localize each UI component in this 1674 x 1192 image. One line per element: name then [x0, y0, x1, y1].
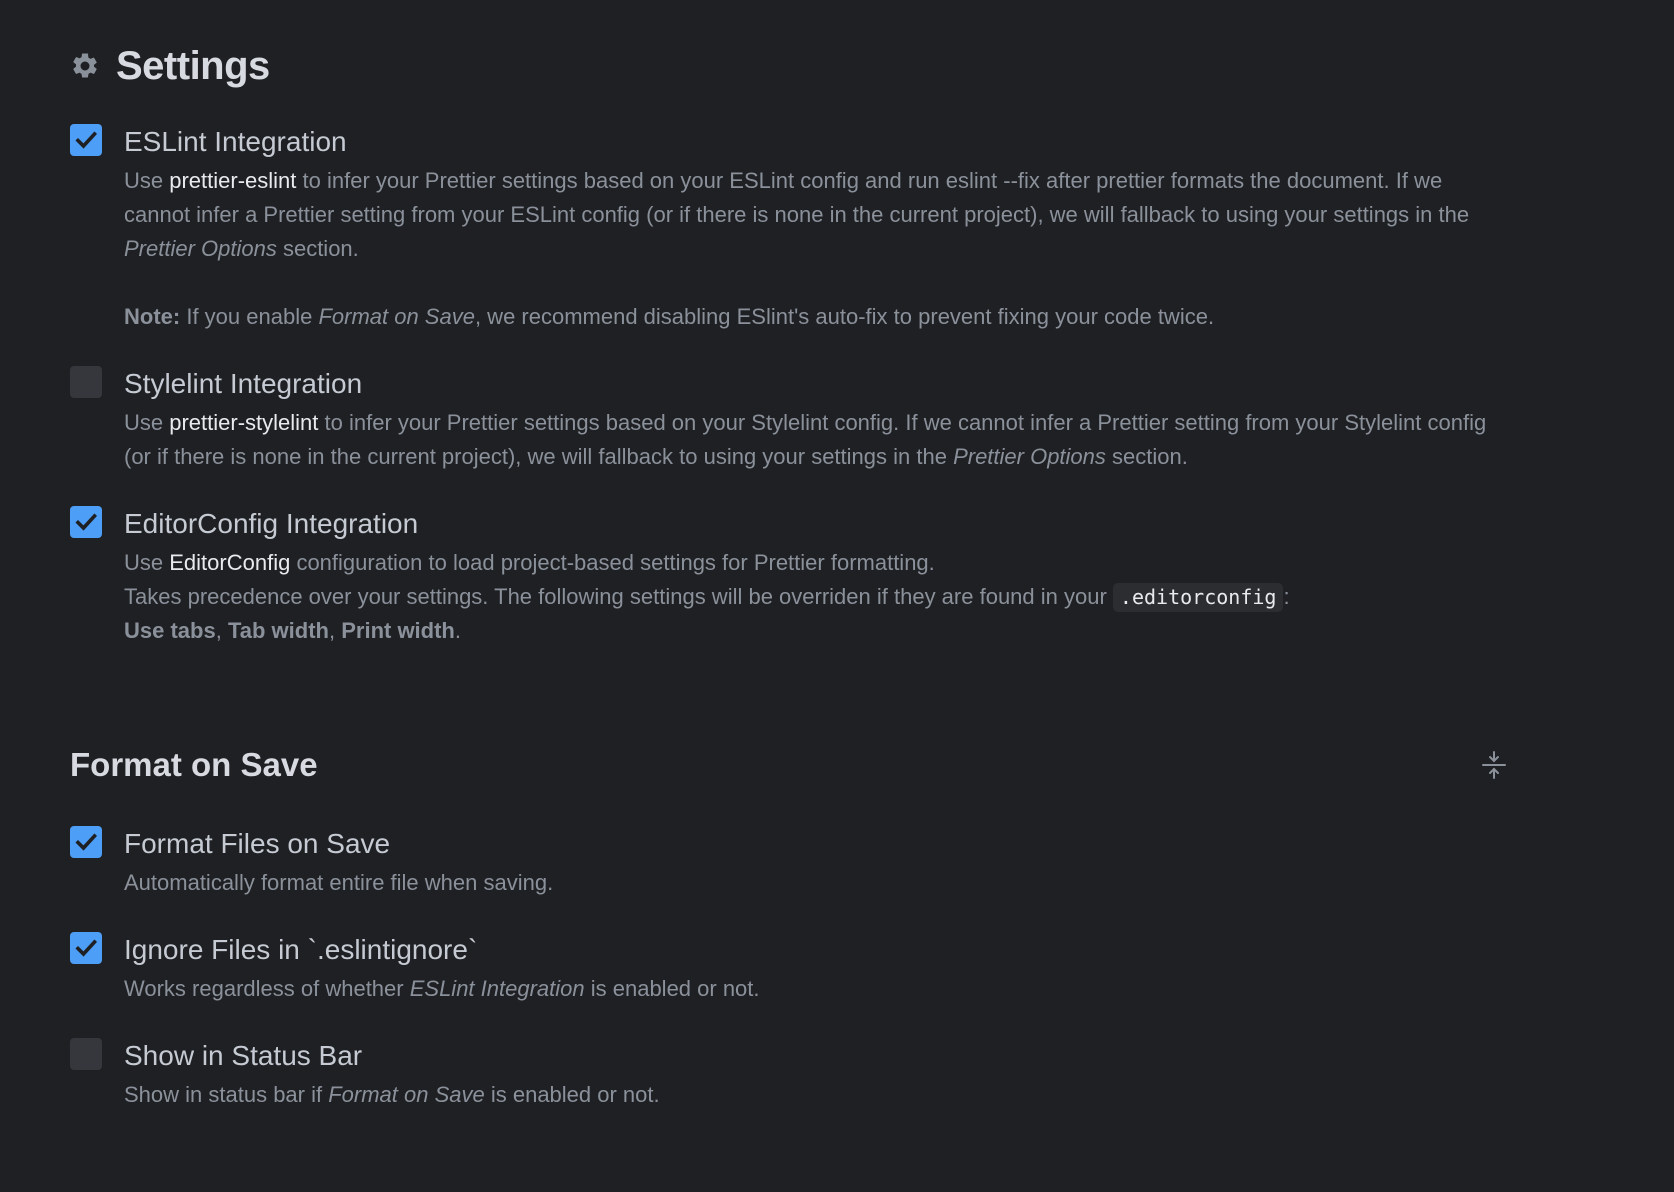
setting-title: EditorConfig Integration [124, 508, 419, 539]
eslint-integration-checkbox[interactable] [70, 124, 102, 156]
setting-title: ESLint Integration [124, 126, 347, 157]
setting-title: Show in Status Bar [124, 1040, 363, 1071]
stylelint-integration-checkbox[interactable] [70, 366, 102, 398]
settings-header [70, 36, 1510, 96]
setting-description-line2: Takes precedence over your settings. The following settings will be overriden if they are found in your .editorconfig : [124, 580, 1510, 614]
setting-description-line3: Use tabs, Tab width, Print width. [124, 618, 461, 643]
setting-show-in-status-bar [70, 1036, 1510, 1112]
show-in-status-bar-checkbox[interactable] [70, 1038, 102, 1070]
format-files-on-save-checkbox[interactable] [70, 826, 102, 858]
setting-editorconfig-integration [70, 504, 1510, 648]
setting-description: Use prettier-stylelint to infer your Prettier settings based on your Stylelint config. If we cannot infer a Prettier setting from your Stylelint config (or if there is none in the current project), we will fallback to using your settings in the Prettier Options section. [124, 410, 1487, 469]
setting-format-files-on-save [70, 824, 1510, 900]
setting-description: Works regardless of whether ESLint Integration is enabled or not. [124, 976, 760, 1001]
setting-description: Automatically format entire file when saving. [124, 870, 554, 895]
section-title: Format on Save [70, 746, 318, 783]
check-icon [70, 506, 102, 538]
check-icon [70, 124, 102, 156]
check-icon [70, 826, 102, 858]
setting-title: Ignore Files in `.eslintignore` [124, 934, 478, 965]
editorconfig-integration-checkbox[interactable] [70, 506, 102, 538]
setting-ignore-eslintignore [70, 930, 1510, 1006]
gear-icon [70, 51, 100, 81]
collapse-icon[interactable] [1478, 749, 1510, 781]
page-title: Settings [116, 43, 270, 88]
check-icon [70, 932, 102, 964]
prettier-eslint-link: prettier-eslint [169, 168, 297, 193]
setting-title: Format Files on Save [124, 828, 391, 859]
setting-description: Show in status bar if Format on Save is enabled or not. [124, 1082, 660, 1107]
setting-description: Use prettier-eslint to infer your Prettier settings based on your ESLint config and run eslint --fix after prettier formats the document. If we cannot infer a Prettier setting from your ESLint config (or if there is none in the current project), we will fallback to using your settings in the Prettier Options section. [124, 168, 1470, 261]
settings-page [70, 36, 1510, 1112]
setting-title: Stylelint Integration [124, 368, 363, 399]
format-on-save-header [70, 740, 1510, 790]
setting-stylelint-integration [70, 364, 1510, 474]
prettier-stylelint-link: prettier-stylelint [169, 410, 319, 435]
editorconfig-link: EditorConfig [169, 550, 291, 575]
setting-note: Note: If you enable Format on Save, we recommend disabling ESlint's auto-fix to prevent fixing your code twice. [124, 304, 1215, 329]
ignore-eslintignore-checkbox[interactable] [70, 932, 102, 964]
setting-eslint-integration [70, 122, 1510, 334]
editorconfig-code: .editorconfig [1113, 583, 1284, 612]
setting-description: Use EditorConfig configuration to load project-based settings for Prettier formatting. [124, 550, 935, 575]
